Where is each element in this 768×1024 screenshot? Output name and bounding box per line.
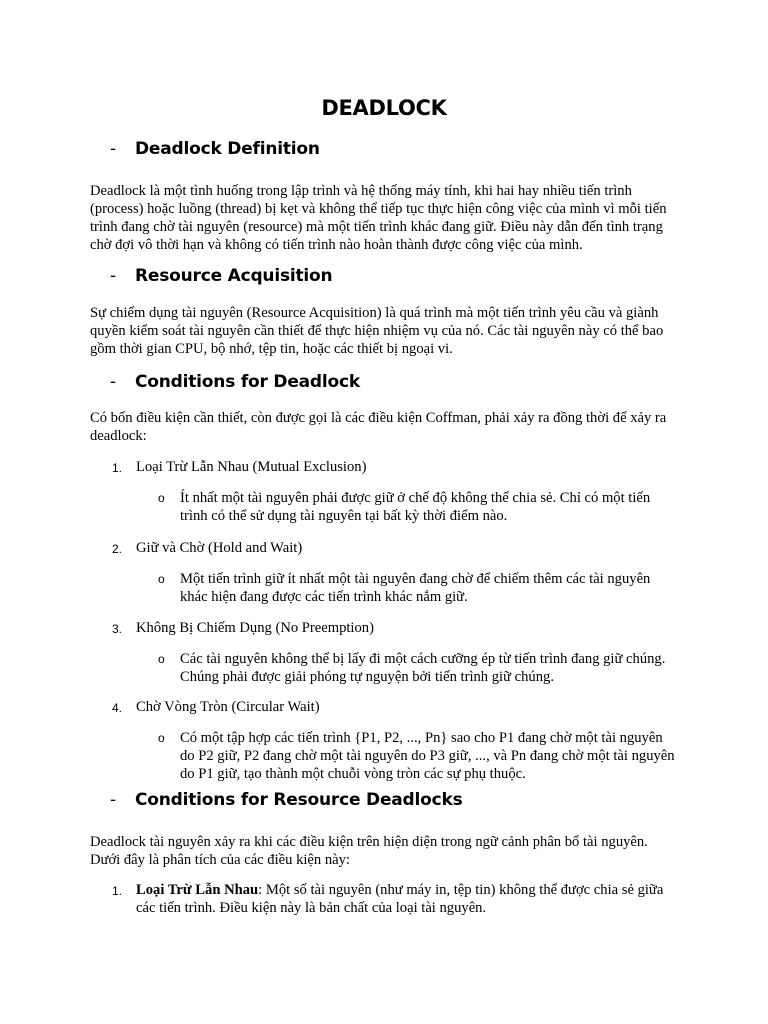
list-number: 2. (112, 542, 123, 556)
paragraph-deadlock-definition: Deadlock là một tình huống trong lập trình và hệ thống máy tính, khi hai hay nhiều tiến trình (process) hoặc luồng (thread) bị kẹt và không thể tiếp tục thực hiện công việc của mình vì mỗi tiến trình đang chờ tài nguyên (resource) mà một tiến trình khác đang giữ. Điều này dẫn đến tình trạng chờ đợi vô thời hạn và không có tiến trình nào hoàn thành được công việc của mình. (90, 183, 667, 253)
list-item-description: : Một số tài nguyên (như máy in, tệp tin) không thể được chia sẻ giữa các tiến trình. Điều kiện này là bản chất của loại tài nguyên. (136, 882, 664, 916)
bullet-marker: o (158, 572, 165, 586)
heading-dash: - (110, 266, 116, 286)
list-item-text (136, 881, 676, 917)
heading-text: Deadlock Definition (135, 139, 320, 159)
sub-bullet-text: Có một tập hợp các tiến trình {P1, P2, ..., Pn} sao cho P1 đang chờ một tài nguyên do P2 giữ, P2 đang chờ một tài nguyên do P3 giữ, ..., và Pn đang chờ một tài nguyên do P1 giữ, tạo thành một chuỗi vòng tròn các sự phụ thuộc. (180, 730, 675, 782)
list-number: 1. (112, 461, 123, 475)
sub-bullet-text: Ít nhất một tài nguyên phải được giữ ở chế độ không thể chia sẻ. Chỉ có một tiến trình có thể sử dụng tài nguyên tại bất kỳ thời điểm nào. (180, 490, 651, 524)
list-number: 3. (112, 622, 123, 636)
document-title: DEADLOCK (321, 96, 447, 120)
heading-text: Conditions for Deadlock (135, 372, 360, 392)
sub-bullet-text: Một tiến trình giữ ít nhất một tài nguyên đang chờ để chiếm thêm các tài nguyên khác hiện đang được các tiến trình khác nắm giữ. (180, 571, 651, 605)
heading-text: Conditions for Resource Deadlocks (135, 790, 463, 810)
list-number: 1. (112, 884, 123, 898)
sub-bullet-text: Các tài nguyên không thể bị lấy đi một cách cưỡng ép từ tiến trình đang giữ chúng. Chúng phải được giải phóng tự nguyện bởi tiến trình giữ chúng. (180, 651, 666, 685)
bullet-marker: o (158, 491, 165, 505)
heading-dash: - (110, 139, 116, 159)
list-number: 4. (112, 701, 123, 715)
heading-resource-acquisition (110, 266, 332, 286)
paragraph-resource-acquisition: Sự chiếm dụng tài nguyên (Resource Acquisition) là quá trình mà một tiến trình yêu cầu và giành quyền kiểm soát tài nguyên cần thiết để thực hiện nhiệm vụ của nó. Các tài nguyên này có thể bao gồm thời gian CPU, bộ nhớ, tệp tin, hoặc các thiết bị ngoại vi. (90, 305, 664, 357)
heading-conditions-for-deadlock (110, 372, 360, 392)
heading-text: Resource Acquisition (135, 266, 333, 286)
heading-conditions-for-resource-deadlocks (110, 790, 463, 810)
bullet-marker: o (158, 731, 165, 745)
list-item-title: Loại Trừ Lẫn Nhau (Mutual Exclusion) (136, 459, 367, 475)
list-item-title: Chờ Vòng Tròn (Circular Wait) (136, 699, 320, 715)
list-item-title: Không Bị Chiếm Dụng (No Preemption) (136, 620, 374, 636)
list-item-title: Giữ và Chờ (Hold and Wait) (136, 540, 303, 556)
paragraph-conditions-for-resource-deadlocks: Deadlock tài nguyên xảy ra khi các điều kiện trên hiện diện trong ngữ cảnh phân bổ tài nguyên. Dưới đây là phân tích của các điều kiện này: (90, 834, 648, 868)
list-item-bold-term: Loại Trừ Lẫn Nhau (136, 882, 259, 898)
heading-dash: - (110, 790, 116, 810)
paragraph-conditions-for-deadlock: Có bốn điều kiện cần thiết, còn được gọi là các điều kiện Coffman, phải xảy ra đồng thời để xảy ra deadlock: (90, 410, 667, 444)
bullet-marker: o (158, 652, 165, 666)
heading-deadlock-definition (110, 139, 320, 159)
heading-dash: - (110, 372, 116, 392)
